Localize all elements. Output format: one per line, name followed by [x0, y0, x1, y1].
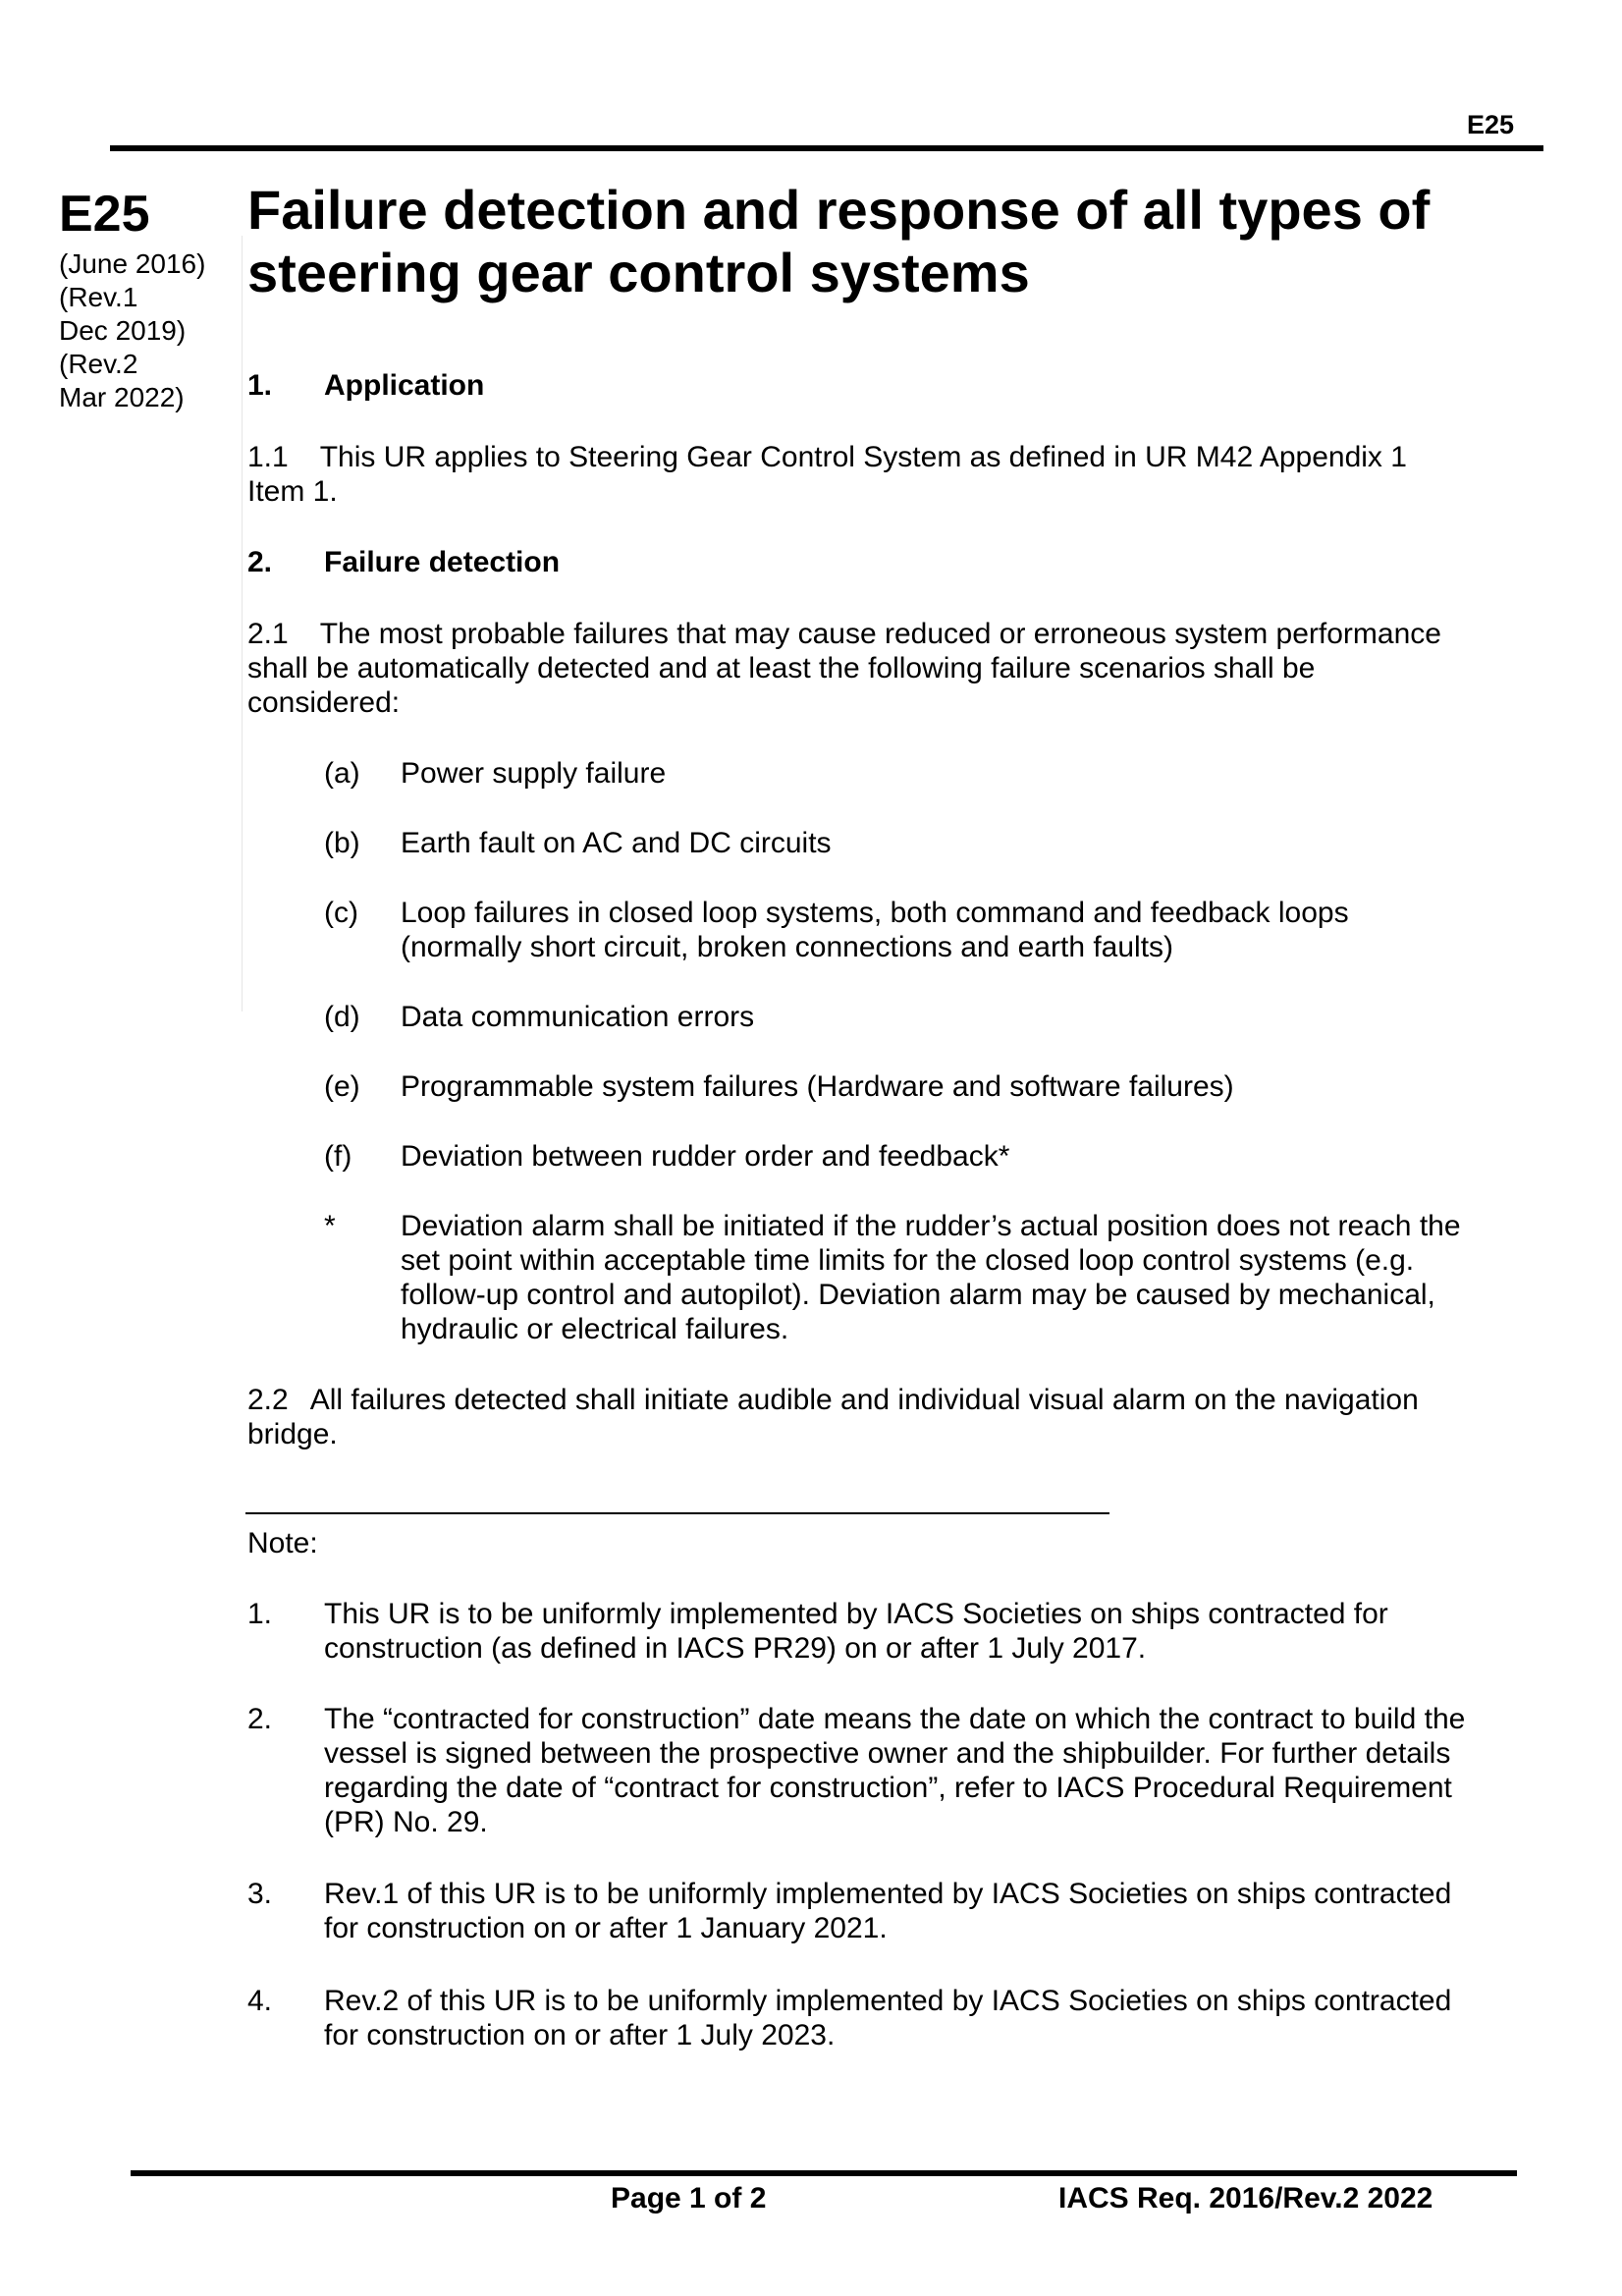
revision-line: (Rev.2 [59, 349, 138, 379]
list-item-text: Earth fault on AC and DC circuits [401, 827, 832, 859]
note-divider [245, 1512, 1109, 1514]
note-line: The “contracted for construction” date means the date on which the contract to build the [324, 1703, 1466, 1735]
note-number: 2. [247, 1703, 273, 1735]
list-item-b [324, 826, 1502, 860]
note-item-3 [247, 1877, 1514, 1945]
note-line: Rev.1 of this UR is to be uniformly implemented by IACS Societies on ships contracted [324, 1878, 1452, 1910]
section-title: Application [324, 369, 485, 402]
list-item-text: Data communication errors [401, 1001, 755, 1033]
note-number: 3. [247, 1878, 273, 1910]
note-line: regarding the date of “contract for construction”, refer to IACS Procedural Requirement [324, 1772, 1452, 1804]
list-item-text: Power supply failure [401, 757, 667, 790]
section-number: 1. [247, 369, 273, 402]
note-number: 1. [247, 1598, 273, 1630]
list-item-text: set point within acceptable time limits for the closed loop control systems (e.g. [401, 1244, 1415, 1277]
note-item-2 [247, 1702, 1514, 1839]
title-line: Failure detection and response of all types of [247, 179, 1431, 241]
list-item-label: (d) [324, 1001, 360, 1033]
paragraph-line: All failures detected shall initiate audible and individual visual alarm on the navigation [309, 1384, 1419, 1416]
section-title: Failure detection [324, 546, 561, 578]
revision-line: Mar 2022) [59, 382, 185, 412]
list-item-text: Deviation alarm shall be initiated if the rudder’s actual position does not reach the [401, 1210, 1461, 1242]
note-line: vessel is signed between the prospective owner and the shipbuilder. For further details [324, 1737, 1451, 1770]
paragraph-line: considered: [247, 686, 401, 719]
list-item-text: follow-up control and autopilot). Deviation alarm may be caused by mechanical, [401, 1279, 1435, 1311]
note-label: Note: [247, 1527, 318, 1559]
note-line: for construction on or after 1 July 2023. [324, 2019, 836, 2051]
section-number: 2. [247, 546, 273, 578]
list-item-d [324, 1000, 1502, 1034]
paragraph-line: The most probable failures that may cause reduced or erroneous system performance [319, 618, 1441, 650]
document-code: E25 [59, 186, 150, 243]
margin-divider [242, 236, 243, 1011]
list-item-a [324, 756, 1502, 791]
list-item-label: (b) [324, 827, 360, 859]
note-line: construction (as defined in IACS PR29) on or after 1 July 2017. [324, 1632, 1147, 1665]
paragraph-1-1 [247, 440, 1494, 509]
list-item-text: Loop failures in closed loop systems, both command and feedback loops [401, 897, 1349, 929]
list-item-label: (e) [324, 1070, 360, 1103]
note-line: Rev.2 of this UR is to be uniformly implemented by IACS Societies on ships contracted [324, 1985, 1452, 2017]
paragraph-line: shall be automatically detected and at least the following failure scenarios shall be [247, 652, 1316, 684]
list-item-text: Deviation between rudder order and feedback* [401, 1140, 1010, 1173]
list-item-f [324, 1139, 1502, 1174]
note-line: This UR is to be uniformly implemented by IACS Societies on ships contracted for [324, 1598, 1388, 1630]
list-item-footnote [324, 1209, 1502, 1346]
list-item-text: Programmable system failures (Hardware and software failures) [401, 1070, 1234, 1103]
list-item-label: (c) [324, 897, 358, 929]
note-item-1 [247, 1597, 1514, 1666]
paragraph-number: 1.1 [247, 441, 289, 473]
paragraph-number: 2.2 [247, 1384, 289, 1416]
paragraph-line: This UR applies to Steering Gear Control System as defined in UR M42 Appendix 1 [319, 441, 1407, 473]
note-item-4 [247, 1984, 1514, 2052]
list-item-label: * [324, 1210, 336, 1242]
note-line: (PR) No. 29. [324, 1806, 488, 1838]
paragraph-line: bridge. [247, 1418, 338, 1450]
note-number: 4. [247, 1985, 273, 2017]
list-item-text: (normally short circuit, broken connections and earth faults) [401, 931, 1174, 963]
document-reference: IACS Req. 2016/Rev.2 2022 [1058, 2182, 1433, 2214]
paragraph-2-1 [247, 617, 1494, 720]
list-item-text: hydraulic or electrical failures. [401, 1313, 789, 1345]
note-line: for construction on or after 1 January 2021. [324, 1912, 888, 1944]
list-item-label: (a) [324, 757, 360, 790]
list-item-e [324, 1069, 1502, 1104]
list-item-c [324, 896, 1502, 964]
revision-line: (Rev.1 [59, 282, 138, 312]
page-title [247, 179, 1430, 304]
page-number: Page 1 of 2 [611, 2182, 767, 2214]
paragraph-line: Item 1. [247, 475, 338, 508]
title-line: steering gear control systems [247, 242, 1030, 303]
header-code: E25 [1466, 110, 1514, 139]
revision-line: Dec 2019) [59, 315, 187, 346]
header-rule [110, 145, 1543, 151]
paragraph-2-2 [247, 1383, 1494, 1451]
revision-history [59, 247, 205, 414]
revision-line: (June 2016) [59, 248, 206, 279]
list-item-label: (f) [324, 1140, 352, 1173]
paragraph-number: 2.1 [247, 618, 289, 650]
footer-rule [131, 2170, 1517, 2176]
